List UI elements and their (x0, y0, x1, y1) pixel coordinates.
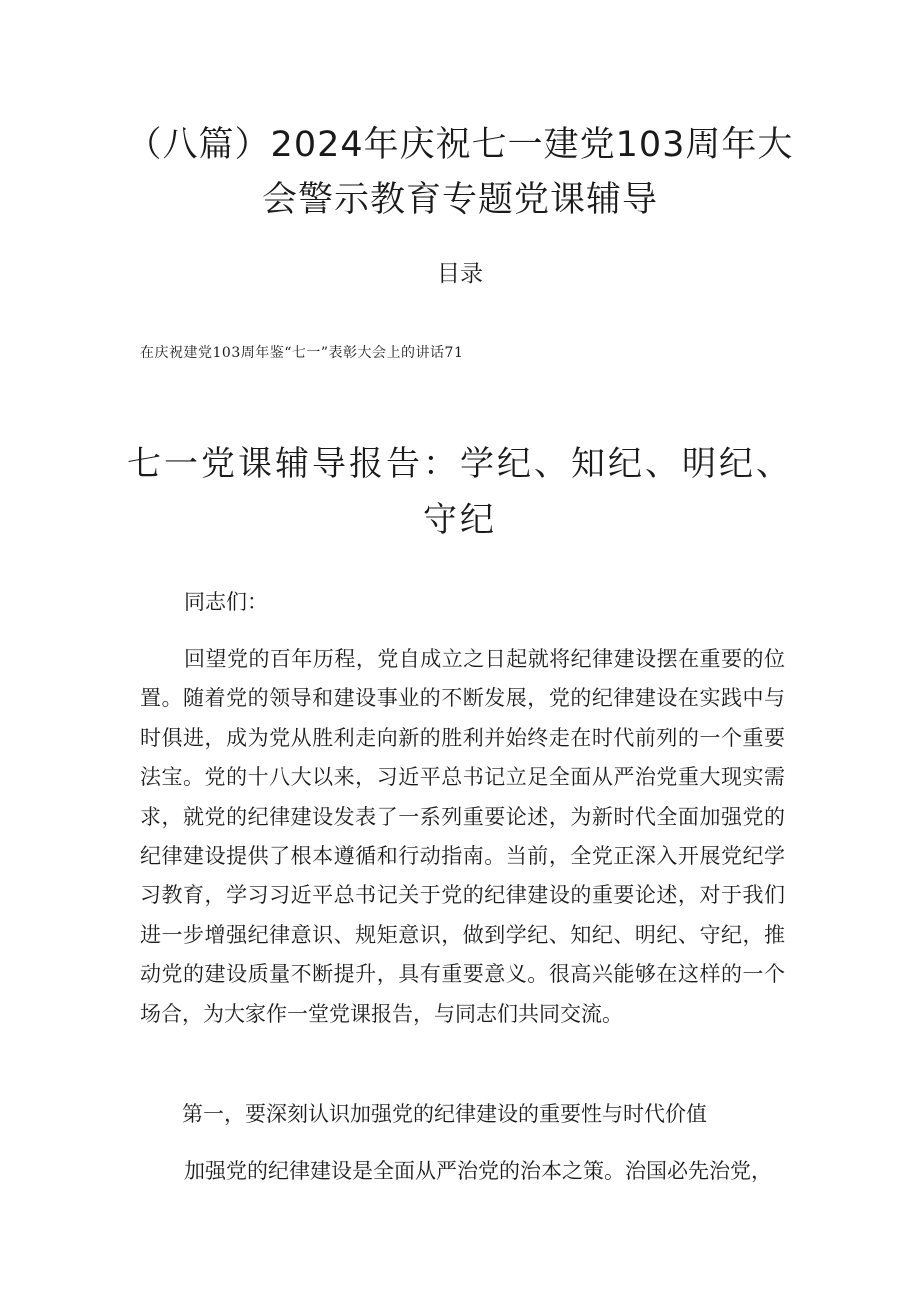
body-paragraph: 加强党的纪律建设是全面从严治党的治本之策。治国必先治党， (184, 1159, 772, 1183)
toc-heading: 目录 (437, 261, 483, 287)
toc-entry: 在庆祝建党103周年鉴“七一”表彰大会上的讲话71 (140, 345, 464, 361)
greeting: 同志们： (184, 590, 268, 614)
section-title: 七一党课辅导报告：学纪、知纪、明纪、守纪 (127, 444, 793, 540)
body-paragraph: 回望党的百年历程，党自成立之日起就将纪律建设摆在重要的位置。随着党的领导和建设事业的不断发展，党的纪律建设在实践中与时俱进，成为党从胜利走向新的胜利并始终走在时代前列的一个重要法宝。党的十八大以来，习近平总书记立足全面从严治党重大现实需求，就党的纪律建设发表了一系列重要论述，为新时代全面加强党的纪律建设提供了根本遵循和行动指南。当前，全党正深入开展党纪学习教育，学习习近平总书记关于党的纪律建设的重要论述，对于我们进一步增强纪律意识、规矩意识，做到学纪、知纪、明纪、守纪，推动党的建设质量不断提升，具有重要意义。很高兴能够在这样的一个场合，为大家作一堂党课报告，与同志们共同交流。 (140, 647, 785, 1026)
point-heading: 第一，要深刻认识加强党的纪律建设的重要性与时代价值 (182, 1102, 707, 1126)
document-title: （八篇）2024年庆祝七一建党103周年大会警示教育专题党课辅导 (126, 125, 794, 220)
